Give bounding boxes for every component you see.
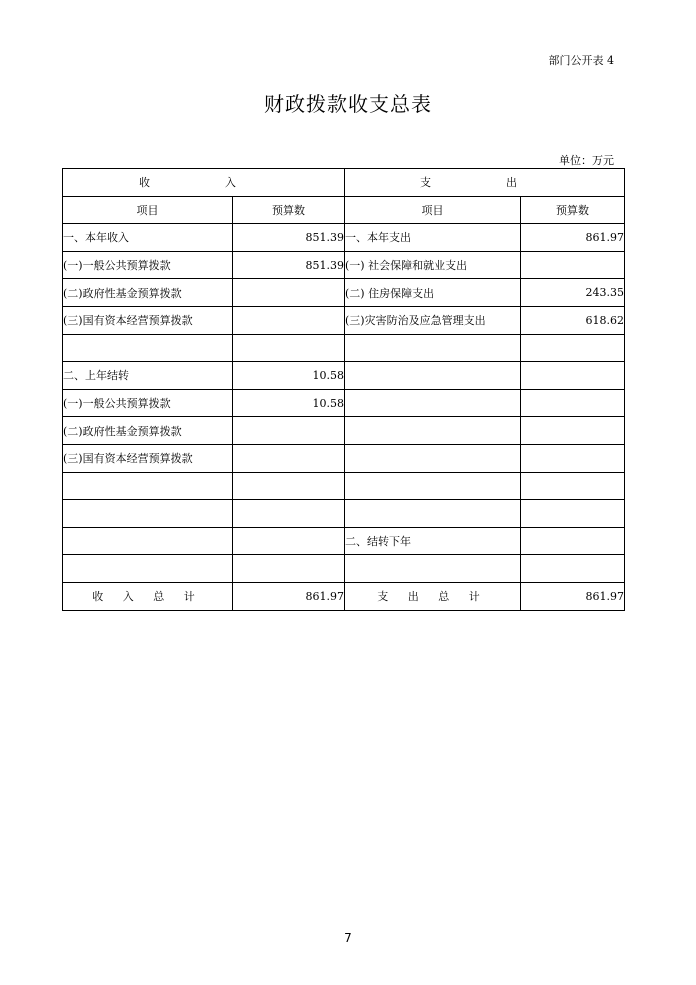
- totals-row: [63, 582, 625, 610]
- expense-total-value: 861.97: [521, 582, 625, 610]
- budget-table: [62, 168, 625, 611]
- income-value-cell: 851.39: [233, 224, 345, 252]
- income-item-cell: 二、上年结转: [63, 362, 233, 390]
- expense-item-cell: [345, 362, 521, 390]
- header-row-sections: [63, 169, 625, 197]
- income-value-cell: [233, 472, 345, 500]
- table-row: [63, 472, 625, 500]
- table-row: [63, 500, 625, 528]
- expense-value-cell: [521, 362, 625, 390]
- expense-value-cell: [521, 251, 625, 279]
- income-item-cell: (一)一般公共预算拨款: [63, 251, 233, 279]
- income-item-header: 项目: [63, 196, 233, 224]
- table-row: [63, 279, 625, 307]
- expense-value-cell: [521, 500, 625, 528]
- expense-value-cell: 243.35: [521, 279, 625, 307]
- expense-item-cell: (二) 住房保障支出: [345, 279, 521, 307]
- expense-value-cell: [521, 417, 625, 445]
- expense-total-label: [345, 582, 521, 610]
- expense-item-cell: [345, 417, 521, 445]
- income-section-header: 收 入: [63, 169, 345, 197]
- expense-item-cell: 一、本年支出: [345, 224, 521, 252]
- income-value-cell: [233, 444, 345, 472]
- income-item-cell: [63, 334, 233, 362]
- income-item-cell: (二)政府性基金预算拨款: [63, 417, 233, 445]
- page-title: 财政拨款收支总表: [264, 92, 432, 116]
- expense-item-cell: (三)灾害防治及应急管理支出: [345, 306, 521, 334]
- table-row: [63, 306, 625, 334]
- expense-budget-header: 预算数: [521, 196, 625, 224]
- expense-section-header: 支 出: [345, 169, 625, 197]
- expense-item-cell: [345, 555, 521, 583]
- income-total-label-text: 收 入 总 计: [92, 590, 203, 604]
- expense-item-cell: [345, 444, 521, 472]
- expense-value-cell: [521, 444, 625, 472]
- income-item-cell: (三)国有资本经营预算拨款: [63, 306, 233, 334]
- document-label: 部门公开表 4: [548, 54, 614, 67]
- income-value-cell: [233, 334, 345, 362]
- table-row: [63, 334, 625, 362]
- expense-value-cell: [521, 334, 625, 362]
- table-row: [63, 224, 625, 252]
- expense-value-cell: [521, 472, 625, 500]
- income-value-cell: [233, 500, 345, 528]
- income-item-cell: [63, 472, 233, 500]
- expense-item-cell: [345, 472, 521, 500]
- income-value-cell: 851.39: [233, 251, 345, 279]
- income-item-cell: [63, 555, 233, 583]
- income-total-value: 861.97: [233, 582, 345, 610]
- income-item-cell: 一、本年收入: [63, 224, 233, 252]
- income-value-cell: 10.58: [233, 362, 345, 390]
- header-row-columns: [63, 196, 625, 224]
- expense-item-header: 项目: [345, 196, 521, 224]
- expense-total-label-text: 支 出 总 计: [377, 590, 488, 604]
- unit-label: 单位：万元: [559, 154, 614, 167]
- expense-value-cell: 861.97: [521, 224, 625, 252]
- income-value-cell: [233, 555, 345, 583]
- table-row: [63, 555, 625, 583]
- income-value-cell: 10.58: [233, 389, 345, 417]
- table-row: [63, 527, 625, 555]
- income-value-cell: [233, 279, 345, 307]
- income-value-cell: [233, 527, 345, 555]
- income-budget-header: 预算数: [233, 196, 345, 224]
- table-row: [63, 251, 625, 279]
- expense-value-cell: [521, 389, 625, 417]
- income-total-label: [63, 582, 233, 610]
- income-item-cell: (二)政府性基金预算拨款: [63, 279, 233, 307]
- income-item-cell: (三)国有资本经营预算拨款: [63, 444, 233, 472]
- income-item-cell: [63, 500, 233, 528]
- expense-item-cell: 二、结转下年: [345, 527, 521, 555]
- income-value-cell: [233, 306, 345, 334]
- expense-value-cell: 618.62: [521, 306, 625, 334]
- expense-item-cell: (一) 社会保障和就业支出: [345, 251, 521, 279]
- expense-item-cell: [345, 389, 521, 417]
- table-row: [63, 444, 625, 472]
- expense-item-cell: [345, 334, 521, 362]
- expense-value-cell: [521, 555, 625, 583]
- expense-value-cell: [521, 527, 625, 555]
- income-item-cell: (一)一般公共预算拨款: [63, 389, 233, 417]
- table-row: [63, 389, 625, 417]
- page-number: 7: [344, 931, 352, 945]
- income-value-cell: [233, 417, 345, 445]
- table-row: [63, 362, 625, 390]
- expense-item-cell: [345, 500, 521, 528]
- table-row: [63, 417, 625, 445]
- income-item-cell: [63, 527, 233, 555]
